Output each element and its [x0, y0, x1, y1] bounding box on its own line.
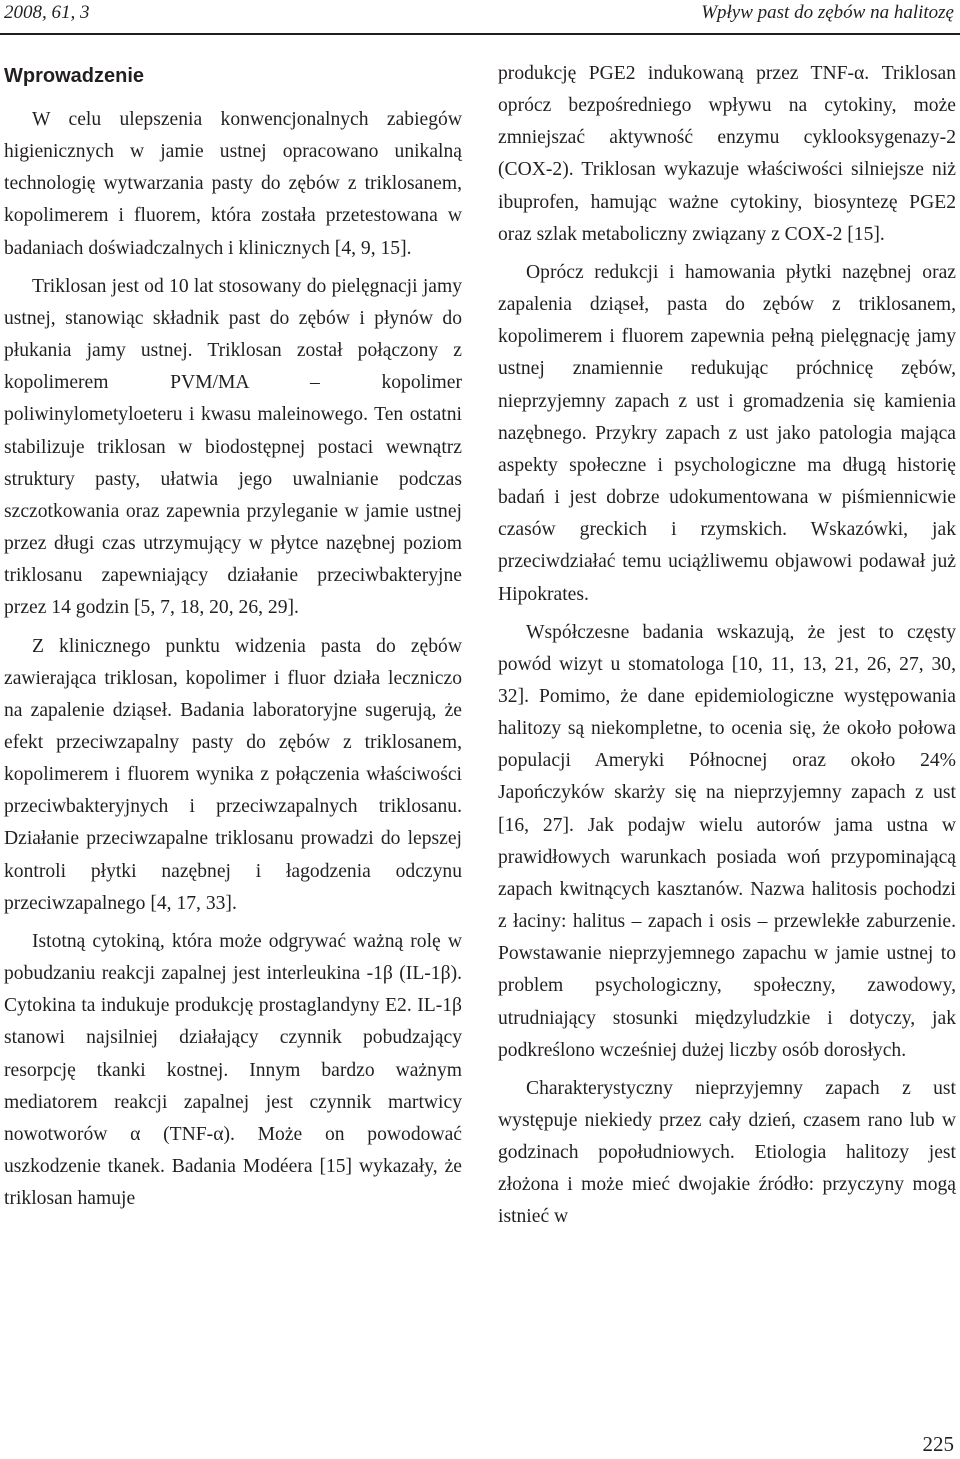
section-heading: Wprowadzenie	[4, 65, 145, 87]
header-rule	[0, 33, 960, 35]
paragraph: produkcję PGE2 indukowaną przez TNF-α. Triklosan oprócz bezpośredniego wpływu na cytokiny, może zmniejszać aktywność enzymu cyklooksygenazy-2 (COX-2). Triklosan wykazuje właściwości silniejsze niż ibuprofen, hamując ważne cytokiny, biosyntezę PGE2 oraz szlak metaboliczny związany z COX-2 [15].	[498, 63, 956, 245]
right-column	[498, 58, 956, 1234]
paragraph: Współczesne badania wskazują, że jest to częsty powód wizyt u stomatologa [10, 11, 13, 21, 26, 27, 30, 32]. Pomimo, że dane epidemiologiczne występowania halitozy są niekompletne, to ocenia się, że około połowa populacji Ameryki Północnej oraz około 24% Japończyków skarży się na nieprzyjemny zapach z ust [16, 27]. Jak podajw wielu autorów jama ustna w prawidłowych warunkach posiada woń przypominającą zapach kwitnących kasztanów. Nazwa halitosis pochodzi z łaciny: halitus – zapach i osis – przewlekłe zaburzenie. Powstawanie nieprzyjemnego zapachu w jamie ustnej to problem psychologiczny, społeczny, zawodowy, utrudniający stosunki międzyludzkie i dotyczy, jak podkreślono wcześniej dużej liczby osób dorosłych.	[498, 621, 956, 1061]
paragraph: Z klinicznego punktu widzenia pasta do zębów zawierająca triklosan, kopolimer i fluor działa leczniczo na zapalenie dziąseł. Badania laboratoryjne sugerują, że efekt przeciwzapalny pasty do zębów z triklosanem, kopolimerem i fluorem wynika z połączenia właściwości przeciwbakteryjnych i przeciwzapalnych triklosanu. Działanie przeciwzapalne triklosanu prowadzi do lepszej kontroli płytki nazębnej i łagodzenia odczynu przeciwzapalnego [4, 17, 33].	[4, 635, 462, 914]
paragraph: Charakterystyczny nieprzyjemny zapach z ust występuje niekiedy przez cały dzień, czasem rano lub w godzinach popołudniowych. Etiologia halitozy jest złożona i może mieć dwojakie źródło: przyczyny mogą istnieć w	[498, 1077, 956, 1228]
journal-citation: 2008, 61, 3	[4, 2, 90, 23]
paragraph: W celu ulepszenia konwencjonalnych zabiegów higienicznych w jamie ustnej opracowano unikalną technologię wytwarzania pasty do zębów z triklosanem, kopolimerem i fluorem, która została przetestowana w badaniach doświadczalnych i klinicznych [4, 9, 15].	[4, 109, 462, 259]
paragraph: Oprócz redukcji i hamowania płytki nazębnej oraz zapalenia dziąseł, pasta do zębów z triklosanem, kopolimerem i fluorem zapewnia pełną pielęgnację jamy ustnej znamiennie redukując próchnicę zębów, nieprzyjemny zapach z ust i gromadzenia się kamienia nazębnego. Przykry zapach z ust jako patologia mająca aspekty społeczne i psychologiczne ma długą historię badań i jest dobrze udokumentowana w piśmiennicwie czasów greckich i rzymskich. Wskazówki, jak przeciwdziałać temu uciążliwemu objawowi podawał już Hipokrates.	[498, 261, 956, 605]
page-number: 225	[922, 1432, 954, 1456]
running-title: Wpływ past do zębów na halitozę	[701, 2, 954, 23]
paragraph: Istotną cytokiną, która może odgrywać ważną rolę w pobudzaniu reakcji zapalnej jest interleukina -1β (IL-1β). Cytokina ta indukuje produkcję prostaglandyny E2. IL-1β stanowi najsilniej działający czynnik pobudzający resorpcję tkanki kostnej. Innym bardzo ważnym mediatorem reakcji zapalnej jest czynnik martwicy nowotworów α (TNF-α). Może on powodować uszkodzenie tkanek. Badania Modéera [15] wykazały, że triklosan hamuje	[4, 930, 462, 1210]
left-column	[4, 58, 462, 1215]
paragraph: Triklosan jest od 10 lat stosowany do pielęgnacji jamy ustnej, stanowiąc składnik past do zębów i płynów do płukania jamy ustnej. Triklosan został połączony z kopolimerem PVM/MA – kopolimer poliwinylometyloeteru i kwasu maleinowego. Ten ostatni stabilizuje triklosan w biodostępnej postaci wewnątrz struktury pasty, ułatwia jego uwalnianie podczas szczotkowania oraz zapewnia przyleganie w jamie ustnej przez długi czas utrzymujący w płytce nazębnej poziom triklosanu zapewniający działanie przeciwbakteryjne przez 14 godzin [5, 7, 18, 20, 26, 29].	[4, 275, 462, 619]
